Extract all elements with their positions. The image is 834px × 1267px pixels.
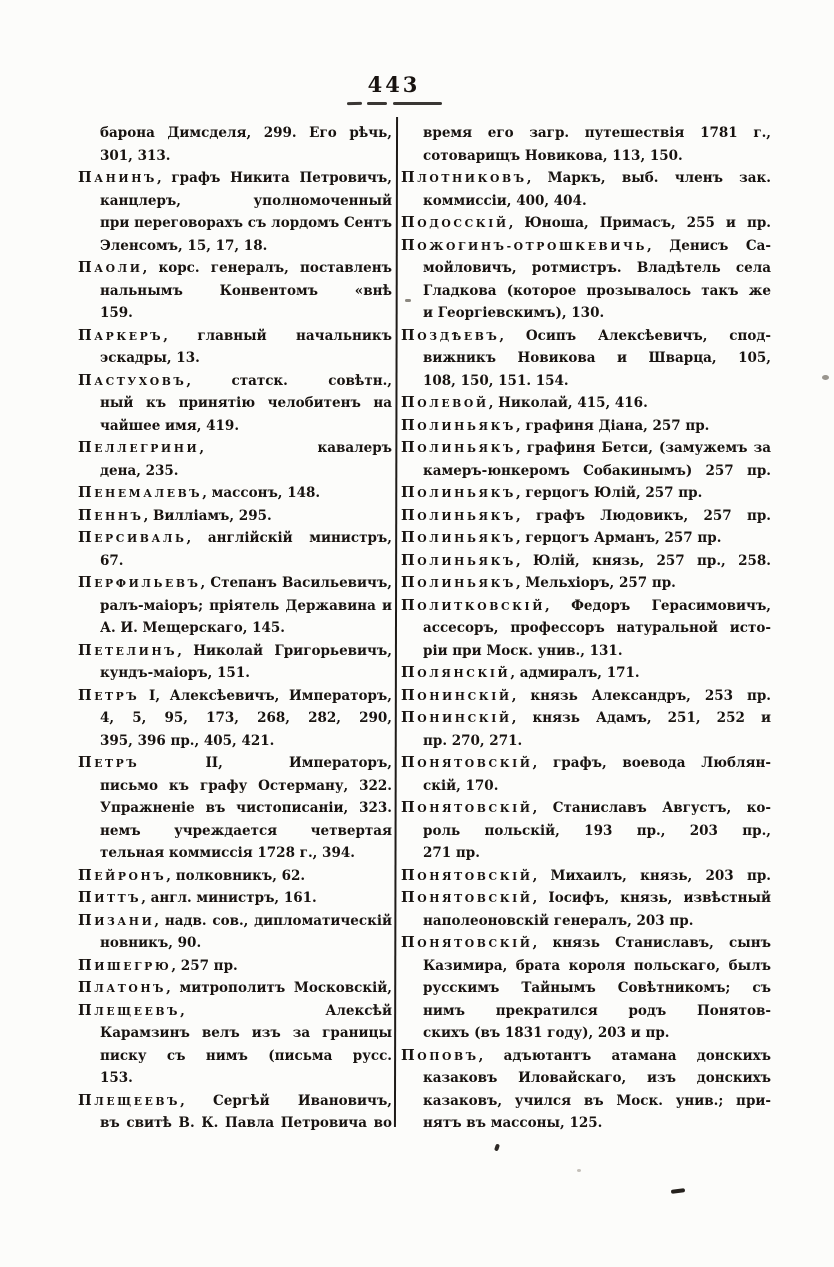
entry-text: , Мельхіоръ, 257 пр. bbox=[515, 575, 676, 591]
index-continuation-line bbox=[401, 617, 771, 640]
index-continuation-line bbox=[78, 145, 392, 168]
index-continuation-line bbox=[401, 145, 771, 168]
entry-headword: ПОЛИНЬЯКЪ bbox=[401, 574, 516, 591]
index-entry-line bbox=[78, 955, 392, 978]
entry-headword: ПЕННЪ bbox=[78, 506, 144, 524]
index-entry-line bbox=[401, 1045, 771, 1068]
entry-headword: ПОНЯТОВСКІЙ bbox=[401, 889, 533, 906]
entry-text: II, Императоръ, bbox=[205, 755, 392, 771]
entry-headword: ПИЗАНИ bbox=[78, 911, 155, 929]
header-rule-segment bbox=[393, 102, 442, 105]
entry-text: , графиня Бетси, (замужемъ за bbox=[515, 440, 771, 456]
entry-text: нальнымъ Конвентомъ «внѣ bbox=[100, 282, 392, 299]
index-column-right bbox=[401, 122, 771, 1135]
entry-text: барона Димсделя, 299. Его рѣчь, bbox=[100, 125, 392, 141]
scan-speck bbox=[577, 1169, 581, 1172]
index-entry-line bbox=[78, 527, 392, 550]
index-continuation-line bbox=[78, 662, 392, 685]
entry-text: , главный начальникъ bbox=[163, 327, 392, 344]
header-rule-segment bbox=[367, 102, 387, 105]
entry-text: , Михаилъ, князь, 203 пр. bbox=[532, 867, 771, 884]
index-continuation-line bbox=[78, 302, 392, 325]
entry-text: 67. bbox=[100, 552, 124, 569]
index-entry-line bbox=[78, 910, 392, 933]
entry-text: , адмиралъ, 171. bbox=[510, 665, 640, 681]
entry-text: немъ учреждается четвертая bbox=[100, 822, 392, 839]
entry-text: 271 пр. bbox=[423, 845, 480, 861]
entry-text: , герцогъ Арманъ, 257 пр. bbox=[515, 530, 722, 546]
entry-text: мойловичъ, ротмистръ. Владѣтель села bbox=[423, 260, 771, 276]
entry-text: Гладкова (которое прозывалось такъ же bbox=[423, 282, 771, 299]
index-entry-line bbox=[78, 977, 392, 1000]
entry-text: эскадры, 13. bbox=[100, 350, 200, 366]
index-entry-line bbox=[401, 595, 771, 618]
entry-headword: ПОЛИНЬЯКЪ bbox=[401, 506, 516, 524]
entry-text: ассесоръ, профессоръ натуральной исто- bbox=[423, 620, 771, 636]
entry-text: , Станиславъ Августъ, ко- bbox=[532, 800, 771, 816]
entry-text: , Денисъ Са- bbox=[647, 237, 771, 254]
entry-headword: ПЛАТОНЪ bbox=[78, 979, 167, 996]
index-column-left bbox=[78, 122, 392, 1135]
entry-headword: ПОЛИНЬЯКЪ bbox=[401, 416, 516, 434]
index-continuation-line bbox=[78, 550, 392, 573]
entry-text: русскимъ Тайнымъ Совѣтникомъ; съ bbox=[423, 980, 771, 996]
scan-speck bbox=[405, 299, 411, 302]
entry-headword: ПЕЛЛЕГРИНИ bbox=[78, 439, 200, 456]
index-entry-line bbox=[78, 640, 392, 663]
entry-text: , Федоръ Герасимовичъ, bbox=[545, 597, 771, 614]
entry-text: тельная коммиссія 1728 г., 394. bbox=[100, 845, 355, 861]
entry-text: чайшее имя, 419. bbox=[100, 417, 240, 434]
index-continuation-line bbox=[401, 257, 771, 280]
index-continuation-line bbox=[401, 302, 771, 325]
index-continuation-line bbox=[78, 392, 392, 415]
index-continuation-line bbox=[78, 797, 392, 820]
entry-text: , корс. генералъ, поставленъ bbox=[142, 260, 392, 276]
entry-headword: ПИТТЪ bbox=[78, 889, 142, 906]
index-entry-line bbox=[401, 707, 771, 730]
index-continuation-line bbox=[401, 910, 771, 933]
index-continuation-line bbox=[401, 955, 771, 978]
entry-headword: ПЛОТНИКОВЪ bbox=[401, 169, 527, 186]
entry-text: , адъютантъ атамана донскихъ bbox=[478, 1047, 771, 1064]
index-continuation-line bbox=[78, 190, 392, 213]
entry-headword: ПЕРСИВАЛЬ bbox=[78, 529, 187, 546]
index-entry-line bbox=[78, 685, 392, 708]
entry-headword: ПАРКЕРЪ bbox=[78, 326, 164, 344]
index-continuation-line bbox=[78, 347, 392, 370]
index-continuation-line bbox=[78, 707, 392, 730]
entry-text: , 257 пр. bbox=[171, 957, 238, 974]
entry-headword: ПОЛИНЬЯКЪ bbox=[401, 484, 516, 501]
entry-headword: ПОНЯТОВСКІЙ bbox=[401, 754, 533, 771]
index-continuation-line bbox=[78, 235, 392, 258]
entry-text: новникъ, 90. bbox=[100, 935, 202, 951]
index-continuation-line bbox=[401, 280, 771, 303]
entry-headword: ПЕРФИЛЬЕВЪ bbox=[78, 574, 201, 591]
entry-headword: ПОЛИТКОВСКІЙ bbox=[401, 596, 546, 614]
entry-headword: ПАОЛИ bbox=[78, 259, 143, 276]
entry-headword: ПОЛИНЬЯКЪ bbox=[401, 439, 516, 456]
entry-headword: ПАСТУХОВЪ bbox=[78, 371, 187, 389]
entry-text: , Осипъ Алексѣевичъ, спод- bbox=[499, 327, 771, 344]
entry-text: ріи при Моск. унив., 131. bbox=[423, 642, 623, 659]
entry-text: 108, 150, 151. 154. bbox=[423, 372, 569, 389]
entry-headword: ПОНИНСКІЙ bbox=[401, 709, 512, 726]
entry-text: наполеоновскій генералъ, 203 пр. bbox=[423, 912, 694, 929]
entry-text: нимъ прекратился родъ Понятов- bbox=[423, 1002, 771, 1019]
entry-text: ный къ принятію челобитенъ на bbox=[100, 395, 392, 411]
entry-text: , герцогъ Юлій, 257 пр. bbox=[515, 485, 703, 501]
index-entry-line bbox=[401, 235, 771, 258]
entry-text: роль польскій, 193 пр., 203 пр., bbox=[423, 822, 771, 839]
scan-speck bbox=[671, 1188, 685, 1194]
entry-headword: ПОНЯТОВСКІЙ bbox=[401, 866, 533, 884]
index-entry-line bbox=[78, 572, 392, 595]
entry-text: 153. bbox=[100, 1070, 133, 1086]
entry-headword: ПОНЯТОВСКІЙ bbox=[401, 934, 533, 951]
entry-headword: ПОПОВЪ bbox=[401, 1046, 479, 1064]
entry-text: казаковъ Иловайскаго, изъ донскихъ bbox=[423, 1070, 771, 1086]
index-continuation-line bbox=[78, 730, 392, 753]
index-continuation-line bbox=[401, 730, 771, 753]
entry-text: вижникъ Новикова и Шварца, 105, bbox=[423, 350, 771, 366]
entry-text: , кавалеръ bbox=[199, 440, 392, 456]
index-entry-line bbox=[78, 482, 392, 505]
entry-text: , полковникъ, 62. bbox=[166, 867, 306, 884]
entry-headword: ПЕТРЪ bbox=[78, 754, 140, 771]
entry-headword: ПОЛЯНСКІЙ bbox=[401, 664, 511, 681]
index-entry-line bbox=[78, 167, 392, 190]
entry-headword: ПОЛИНЬЯКЪ bbox=[401, 551, 516, 569]
entry-headword: ПОДОССКІЙ bbox=[401, 214, 509, 231]
entry-text: , Юлій, князь, 257 пр., 258. bbox=[515, 552, 771, 569]
index-continuation-line bbox=[401, 460, 771, 483]
entry-text: кундъ-маіоръ, 151. bbox=[100, 665, 250, 681]
entry-text: , митрополитъ Московскій, bbox=[166, 980, 392, 996]
index-entry-line bbox=[78, 887, 392, 910]
index-entry-line bbox=[401, 685, 771, 708]
index-entry-line bbox=[401, 865, 771, 888]
entry-text: писку съ нимъ (письма русс. bbox=[100, 1047, 392, 1064]
index-continuation-line bbox=[401, 190, 771, 213]
index-entry-line bbox=[401, 415, 771, 438]
index-continuation-line bbox=[78, 1067, 392, 1090]
entry-headword: ПЕЙРОНЪ bbox=[78, 866, 167, 884]
index-entry-line bbox=[401, 167, 771, 190]
entry-text: скій, 170. bbox=[423, 777, 499, 794]
index-continuation-line bbox=[78, 1022, 392, 1045]
index-entry-line bbox=[401, 325, 771, 348]
index-entry-line bbox=[401, 572, 771, 595]
entry-headword: ПОЗДѢЕВЪ bbox=[401, 326, 500, 344]
index-entry-line bbox=[78, 505, 392, 528]
index-continuation-line bbox=[401, 640, 771, 663]
entry-headword: ПЕНЕМАЛЕВЪ bbox=[78, 484, 203, 501]
index-continuation-line bbox=[78, 122, 392, 145]
scan-speck bbox=[494, 1144, 500, 1152]
entry-text: , англійскій министръ, bbox=[186, 530, 392, 546]
entry-text: Казимира, брата короля польскаго, былъ bbox=[423, 957, 771, 974]
index-entry-line bbox=[401, 392, 771, 415]
index-entry-line bbox=[78, 1090, 392, 1113]
entry-text: , князь Станиславъ, сынъ bbox=[532, 935, 771, 951]
index-continuation-line bbox=[401, 1067, 771, 1090]
entry-text: , Николай, 415, 416. bbox=[488, 395, 648, 411]
entry-text: , статск. совѣтн., bbox=[186, 372, 392, 389]
entry-text: , Іосифъ, князь, извѣстный bbox=[532, 890, 771, 906]
entry-text: письмо къ графу Остерману, 322. bbox=[100, 777, 392, 794]
entry-text: дена, 235. bbox=[100, 462, 179, 479]
entry-text: , Степанъ Васильевичъ, bbox=[200, 575, 392, 591]
entry-headword: ПОЖОГИНЪ-ОТРОШКЕВИЧЬ bbox=[401, 236, 648, 254]
entry-text: , Алексѣй bbox=[180, 1002, 392, 1019]
entry-headword: ПОНЯТОВСКІЙ bbox=[401, 799, 533, 816]
entry-text: камеръ-юнкеромъ Собакинымъ) 257 пр. bbox=[423, 462, 771, 479]
entry-text: 159. bbox=[100, 305, 133, 321]
index-entry-line bbox=[401, 797, 771, 820]
index-entry-line bbox=[401, 752, 771, 775]
entry-text: 4, 5, 95, 173, 268, 282, 290, bbox=[100, 710, 392, 726]
index-continuation-line bbox=[401, 1112, 771, 1135]
entry-headword: ПОЛИНЬЯКЪ bbox=[401, 529, 516, 546]
entry-text: , графиня Діана, 257 пр. bbox=[515, 417, 710, 434]
index-continuation-line bbox=[78, 820, 392, 843]
index-continuation-line bbox=[78, 842, 392, 865]
index-continuation-line bbox=[401, 1090, 771, 1113]
entry-text: нятъ въ массоны, 125. bbox=[423, 1115, 603, 1131]
header-rule-segment bbox=[347, 102, 362, 105]
index-continuation-line bbox=[401, 775, 771, 798]
index-entry-line bbox=[401, 437, 771, 460]
entry-text: 395, 396 пр., 405, 421. bbox=[100, 732, 275, 749]
index-continuation-line bbox=[78, 775, 392, 798]
index-entry-line bbox=[401, 505, 771, 528]
index-entry-line bbox=[78, 865, 392, 888]
index-continuation-line bbox=[401, 1000, 771, 1023]
entry-headword: ПАНИНЪ bbox=[78, 169, 157, 186]
entry-text: , графъ, воевода Люблян- bbox=[532, 755, 771, 771]
entry-text: время его загр. путешествія 1781 г., bbox=[423, 125, 771, 141]
index-entry-line bbox=[401, 527, 771, 550]
entry-text: Эленсомъ, 15, 17, 18. bbox=[100, 237, 268, 254]
index-continuation-line bbox=[401, 977, 771, 1000]
entry-text: въ свитѣ В. К. Павла Петровича во bbox=[100, 1115, 392, 1131]
entry-text: , князь Адамъ, 251, 252 и bbox=[511, 710, 771, 726]
index-continuation-line bbox=[401, 122, 771, 145]
scan-speck bbox=[822, 375, 829, 380]
entry-text: , Сергѣй Ивановичъ, bbox=[180, 1092, 392, 1109]
index-entry-line bbox=[401, 212, 771, 235]
index-continuation-line bbox=[401, 842, 771, 865]
entry-text: пр. 270, 271. bbox=[423, 732, 523, 749]
index-continuation-line bbox=[78, 212, 392, 235]
entry-text: казаковъ, учился въ Моск. унив.; при- bbox=[423, 1092, 771, 1109]
entry-headword: ПОЛЕВОЙ bbox=[401, 394, 489, 411]
entry-headword: ПЛЕЩЕЕВЪ bbox=[78, 1091, 181, 1109]
entry-headword: ПОНИНСКІЙ bbox=[401, 686, 512, 704]
index-entry-line bbox=[78, 370, 392, 393]
entry-headword: ПЕТРЪ bbox=[78, 686, 140, 704]
index-entry-line bbox=[401, 550, 771, 573]
index-continuation-line bbox=[401, 370, 771, 393]
index-entry-line bbox=[78, 257, 392, 280]
entry-text: Карамзинъ велъ изъ за границы bbox=[100, 1025, 392, 1041]
index-continuation-line bbox=[78, 595, 392, 618]
index-entry-line bbox=[78, 752, 392, 775]
index-continuation-line bbox=[78, 1045, 392, 1068]
index-continuation-line bbox=[78, 415, 392, 438]
index-entry-line bbox=[401, 482, 771, 505]
entry-text: и Георгіевскимъ), 130. bbox=[423, 305, 605, 321]
entry-text: 301, 313. bbox=[100, 147, 171, 164]
entry-text: , Маркъ, выб. членъ зак. bbox=[526, 170, 771, 186]
entry-text: канцлеръ, уполномоченный bbox=[100, 192, 392, 209]
entry-text: Упражненіе въ чистописаніи, 323. bbox=[100, 800, 392, 816]
index-continuation-line bbox=[78, 617, 392, 640]
entry-text: , князь Александръ, 253 пр. bbox=[511, 687, 771, 704]
index-entry-line bbox=[401, 887, 771, 910]
entry-text: I, Алексѣевичъ, Императоръ, bbox=[149, 687, 392, 704]
entry-text: , надв. сов., дипломатическій bbox=[154, 912, 392, 929]
entry-text: ралъ-маіоръ; пріятель Державина и bbox=[100, 597, 392, 614]
index-continuation-line bbox=[78, 1112, 392, 1135]
entry-text: А. И. Мещерскаго, 145. bbox=[100, 620, 285, 636]
column-divider-rule bbox=[394, 117, 399, 1127]
index-continuation-line bbox=[401, 820, 771, 843]
index-continuation-line bbox=[401, 1022, 771, 1045]
index-continuation-line bbox=[401, 347, 771, 370]
index-entry-line bbox=[401, 932, 771, 955]
entry-text: сотоварищъ Новикова, 113, 150. bbox=[423, 147, 683, 164]
entry-headword: ПИШЕГРЮ bbox=[78, 956, 172, 974]
entry-headword: ПЛЕЩЕЕВЪ bbox=[78, 1001, 181, 1019]
entry-headword: ПЕТЕЛИНЪ bbox=[78, 641, 178, 659]
page-number: 443 bbox=[367, 72, 421, 97]
entry-text: скихъ (въ 1831 году), 203 и пр. bbox=[423, 1025, 670, 1041]
entry-text: при переговорахъ съ лордомъ Сентъ bbox=[100, 215, 392, 231]
index-continuation-line bbox=[78, 280, 392, 303]
index-entry-line bbox=[78, 325, 392, 348]
entry-text: , Вилліамъ, 295. bbox=[143, 507, 272, 524]
index-continuation-line bbox=[78, 460, 392, 483]
entry-text: , англ. министръ, 161. bbox=[141, 890, 317, 906]
entry-text: , массонъ, 148. bbox=[202, 485, 321, 501]
entry-text: , графъ Никита Петровичъ, bbox=[156, 170, 392, 186]
index-entry-line bbox=[78, 1000, 392, 1023]
entry-text: , Николай Григорьевичъ, bbox=[177, 642, 392, 659]
index-continuation-line bbox=[78, 932, 392, 955]
entry-text: коммиссіи, 400, 404. bbox=[423, 192, 587, 209]
index-entry-line bbox=[78, 437, 392, 460]
index-entry-line bbox=[401, 662, 771, 685]
entry-text: , графъ Людовикъ, 257 пр. bbox=[515, 507, 771, 524]
entry-text: , Юноша, Примасъ, 255 и пр. bbox=[508, 215, 771, 231]
